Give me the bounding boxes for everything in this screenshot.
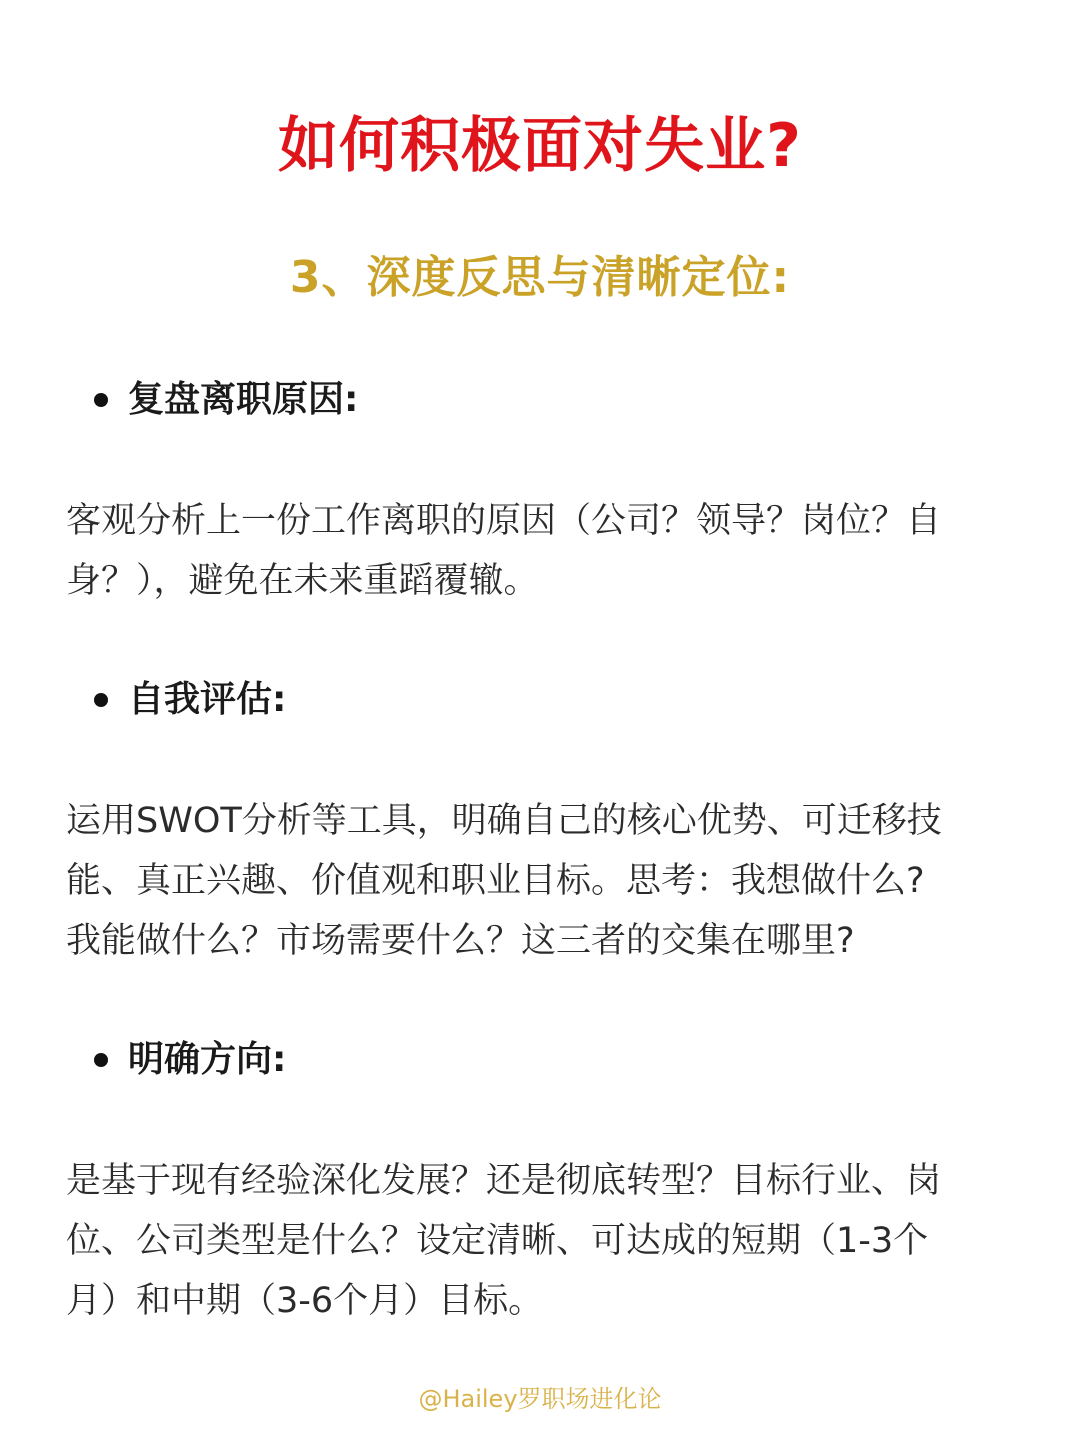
paragraph-line: 我能做什么？市场需要什么？这三者的交集在哪里? [66, 921, 855, 961]
paragraph-line: 是基于现有经验深化发展？还是彻底转型？目标行业、岗 [66, 1161, 942, 1201]
section-heading-text: 自我评估: [128, 679, 287, 720]
section-paragraph-self-assessment [66, 791, 1006, 971]
paragraph-line: 能、真正兴趣、价值观和职业目标。思考：我想做什么? [66, 861, 925, 901]
bullet-icon [94, 693, 108, 707]
paragraph-line: 客观分析上一份工作离职的原因（公司？领导？岗位？自 [66, 501, 942, 541]
section-heading-review [94, 376, 358, 424]
section-heading-text: 明确方向: [128, 1039, 287, 1080]
bullet-icon [94, 393, 108, 407]
section-paragraph-direction [66, 1151, 1006, 1331]
paragraph-line: 运用SWOT分析等工具，明确自己的核心优势、可迁移技 [66, 801, 942, 841]
section-heading-direction [94, 1036, 286, 1084]
paragraph-line: 月）和中期（3-6个月）目标。 [66, 1281, 544, 1321]
section-subtitle: 3、深度反思与清晰定位: [289, 252, 791, 303]
section-heading-self-assessment [94, 676, 286, 724]
page-title: 如何积极面对失业? [278, 111, 802, 181]
section-paragraph-review [66, 491, 1006, 611]
paragraph-line: 身？），避免在未来重蹈覆辙。 [66, 561, 539, 601]
paragraph-line: 位、公司类型是什么？设定清晰、可达成的短期（1-3个 [66, 1221, 929, 1261]
bullet-icon [94, 1053, 108, 1067]
author-watermark: @Hailey罗职场进化论 [418, 1385, 662, 1413]
section-heading-text: 复盘离职原因: [128, 379, 359, 420]
